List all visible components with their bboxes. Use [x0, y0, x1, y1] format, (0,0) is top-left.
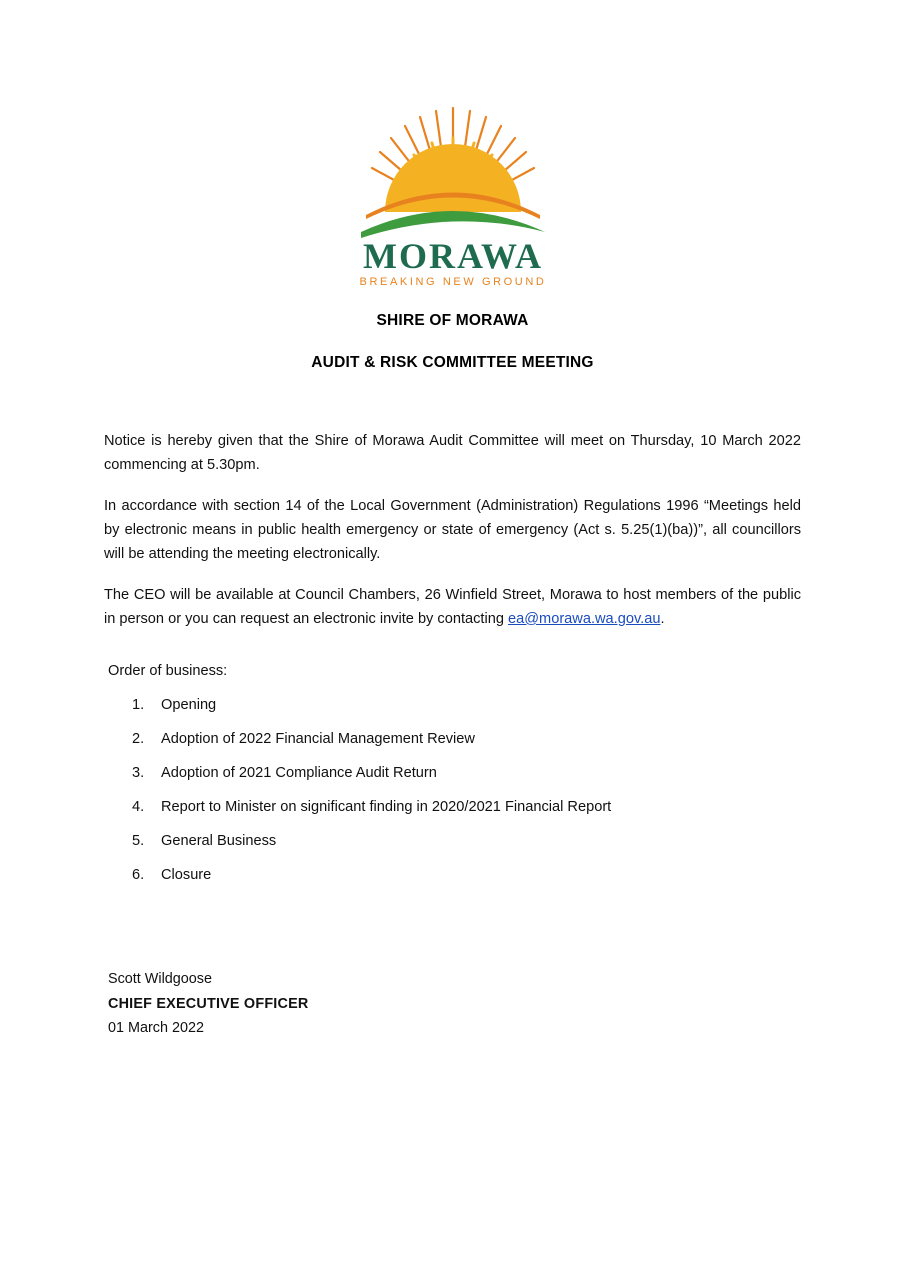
agenda-item-label: Adoption of 2022 Financial Management Review — [161, 731, 475, 748]
agenda-item-label: Opening — [161, 697, 217, 714]
agenda-item-number: 4. — [132, 799, 145, 816]
logo-tagline: BREAKING NEW GROUND — [359, 276, 546, 288]
list-item — [104, 867, 801, 883]
body-content — [104, 430, 801, 1040]
list-item — [104, 833, 801, 849]
document-title-line1: SHIRE OF MORAWA — [376, 312, 529, 329]
logo-wordmark: MORAWA — [362, 236, 543, 276]
signature-block — [108, 967, 801, 1040]
list-item — [104, 697, 801, 713]
list-item — [104, 731, 801, 747]
email-link[interactable]: ea@morawa.wa.gov.au — [508, 610, 661, 627]
notice-paragraph-3 — [104, 584, 801, 631]
paragraph-3-text-before: The CEO will be available at Council Chambers, 26 Winfield Street, Morawa to host members of the public in person or you can request an electronic invite by contacting — [104, 587, 801, 627]
list-item — [104, 765, 801, 781]
agenda-item-label: Report to Minister on significant finding in 2020/2021 Financial Report — [161, 799, 612, 816]
agenda-item-number: 2. — [132, 731, 145, 748]
morawa-shire-logo — [328, 86, 578, 296]
document-title-line2: AUDIT & RISK COMMITTEE MEETING — [311, 354, 594, 371]
agenda-item-number: 6. — [132, 867, 145, 884]
agenda-item-label: Closure — [161, 867, 212, 884]
signatory-title: CHIEF EXECUTIVE OFFICER — [108, 995, 309, 1012]
agenda-item-number: 5. — [132, 833, 145, 850]
notice-paragraph-2: In accordance with section 14 of the Local Government (Administration) Regulations 1996 “Meetings held by electronic means in public health emergency or state of emergency (Act s. 5.25(1)(ba))”, all councillors will be attending the meeting electronically. — [104, 498, 801, 562]
signatory-name: Scott Wildgoose — [108, 971, 212, 988]
agenda-item-number: 1. — [132, 697, 145, 714]
signature-date: 01 March 2022 — [108, 1019, 204, 1036]
agenda-item-label: General Business — [161, 833, 277, 850]
agenda-item-number: 3. — [132, 765, 145, 782]
agenda-list — [104, 697, 801, 883]
agenda-item-label: Adoption of 2021 Compliance Audit Return — [161, 765, 437, 782]
order-of-business-heading: Order of business: — [108, 663, 228, 680]
list-item — [104, 799, 801, 815]
paragraph-3-text-after: . — [660, 610, 665, 627]
notice-paragraph-1: Notice is hereby given that the Shire of Morawa Audit Committee will meet on Thursday, 10 March 2022 commencing at 5.30pm. — [104, 433, 801, 473]
logo-container — [0, 0, 905, 296]
